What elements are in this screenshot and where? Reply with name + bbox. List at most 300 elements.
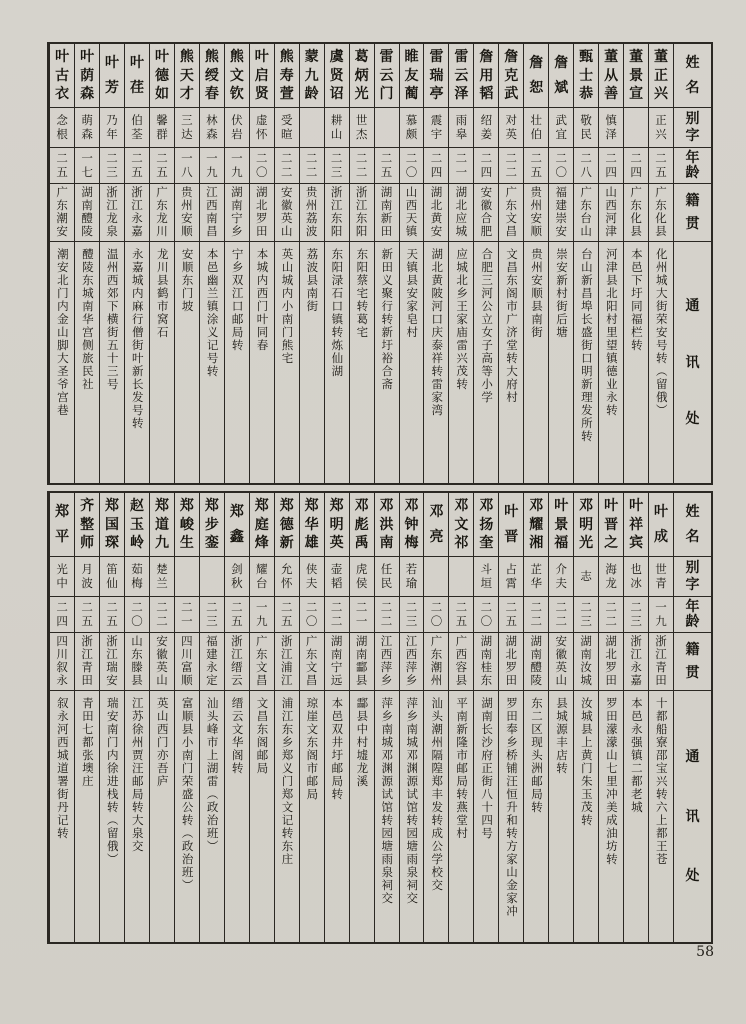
address-text: 崇安新村街后塘	[554, 248, 569, 339]
address-cell	[549, 691, 573, 942]
age-cell: 二 四	[424, 148, 448, 184]
address-text: 龙川县鹤市窝石	[155, 248, 170, 339]
address-text: 汕头峰市上湖雷（政治班）	[205, 697, 220, 853]
age-cell: 二 五	[649, 148, 673, 184]
address-text: 醴陵东城南华宫侧旅民社	[80, 248, 95, 391]
address-cell	[225, 242, 249, 483]
age-cell: 二 〇	[424, 597, 448, 633]
name-cell: 赵 玉 岭	[125, 493, 149, 557]
name-cell: 熊 寿 萱	[275, 44, 299, 108]
age-cell: 二 五	[524, 148, 548, 184]
entry-column	[423, 44, 448, 483]
courtesy-name-cell: 震 宇	[424, 108, 448, 148]
address-cell	[100, 242, 124, 483]
address-text: 琼崖文东阁市邮局	[305, 697, 320, 801]
native-place-cell: 广 东 文 昌	[499, 184, 523, 242]
entry-column	[299, 493, 324, 942]
entry-column	[448, 493, 473, 942]
entry-column	[498, 44, 523, 483]
address-text: 安顺东门坡	[180, 248, 195, 313]
address-cell	[50, 242, 74, 483]
name-cell: 詹 恕	[524, 44, 548, 108]
entry-column	[349, 493, 374, 942]
courtesy-name-cell: 雨 皋	[449, 108, 473, 148]
address-text: 叙永河西城道署街丹记转	[55, 697, 70, 840]
native-place-cell: 浙 江 东 阳	[350, 184, 374, 242]
courtesy-name-cell: 芷 华	[524, 557, 548, 597]
courtesy-name-cell: 茹 梅	[125, 557, 149, 597]
address-cell	[499, 691, 523, 942]
age-cell: 一 八	[175, 148, 199, 184]
address-cell	[175, 691, 199, 942]
courtesy-name-cell: 允 怀	[275, 557, 299, 597]
native-place-cell: 广 东 潮 安	[50, 184, 74, 242]
address-cell	[275, 242, 299, 483]
age-cell: 二 二	[599, 597, 623, 633]
native-place-cell: 湖 南 宁 乡	[225, 184, 249, 242]
native-place-cell: 浙 江 东 阳	[325, 184, 349, 242]
courtesy-name-cell	[300, 108, 324, 148]
native-place-cell: 山 西 河 津	[599, 184, 623, 242]
courtesy-name-cell: 耕 山	[325, 108, 349, 148]
courtesy-name-cell: 敬 民	[574, 108, 598, 148]
address-cell	[524, 242, 548, 483]
age-cell: 二 三	[325, 148, 349, 184]
entry-column	[99, 493, 124, 942]
header-column	[673, 493, 711, 942]
courtesy-name-cell: 月 波	[75, 557, 99, 597]
address-text: 永嘉城内麻行僧街叶新长发号转	[130, 248, 145, 430]
address-cell	[350, 242, 374, 483]
address-text: 本邑永强镇二都老城	[629, 697, 644, 814]
name-cell: 叶 荫 森	[75, 44, 99, 108]
address-text: 青田七都张墺庄	[80, 697, 95, 788]
entry-column	[598, 44, 623, 483]
age-cell: 二 二	[350, 148, 374, 184]
native-place-cell: 广 东 化 县	[624, 184, 648, 242]
native-place-cell: 贵 州 荔 波	[300, 184, 324, 242]
entry-column	[399, 493, 424, 942]
address-cell	[574, 242, 598, 483]
entry-column	[598, 493, 623, 942]
age-cell: 二 二	[499, 148, 523, 184]
age-cell: 二 二	[300, 148, 324, 184]
entry-column	[498, 493, 523, 942]
entry-column	[199, 493, 224, 942]
address-cell	[375, 691, 399, 942]
address-text: 本邑下圩同福栏转	[629, 248, 644, 352]
native-place-cell: 浙 江 永 嘉	[624, 633, 648, 691]
name-cell: 甄 士 恭	[574, 44, 598, 108]
address-text: 平南新隆市邮局转燕堂村	[455, 697, 470, 840]
address-cell	[524, 691, 548, 942]
entry-column	[49, 493, 74, 942]
age-cell: 二 〇	[474, 597, 498, 633]
entry-column	[324, 44, 349, 483]
native-place-cell: 湖 南 醴 陵	[524, 633, 548, 691]
name-cell: 郑 道 九	[150, 493, 174, 557]
name-cell: 熊 绶 春	[200, 44, 224, 108]
address-cell	[125, 242, 149, 483]
entry-column	[473, 44, 498, 483]
header-name: 姓 名	[674, 493, 711, 557]
address-cell	[275, 691, 299, 942]
address-cell	[549, 242, 573, 483]
entry-column	[324, 493, 349, 942]
age-cell: 二 二	[549, 597, 573, 633]
entry-column	[623, 493, 648, 942]
native-place-cell: 浙 江 缙 云	[225, 633, 249, 691]
name-cell: 郑 峻 生	[175, 493, 199, 557]
address-text: 县城源丰店转	[554, 697, 569, 775]
age-cell: 二 四	[50, 597, 74, 633]
name-cell: 叶 晋 之	[599, 493, 623, 557]
age-cell: 二 二	[150, 597, 174, 633]
address-text: 酃县中村墟龙溪	[355, 697, 370, 788]
native-place-cell: 福 建 崇 安	[549, 184, 573, 242]
native-place-cell: 安 徽 英 山	[549, 633, 573, 691]
address-cell	[250, 242, 274, 483]
entry-column	[249, 493, 274, 942]
native-place-cell: 江 西 南 昌	[200, 184, 224, 242]
address-cell	[300, 242, 324, 483]
age-cell: 二 五	[125, 148, 149, 184]
name-cell: 邓 文 祁	[449, 493, 473, 557]
entry-column	[623, 44, 648, 483]
entry-column	[274, 493, 299, 942]
address-cell	[350, 691, 374, 942]
address-text: 十都船寮邵宝兴转六上都王苍	[654, 697, 669, 866]
entry-column	[374, 44, 399, 483]
courtesy-name-cell	[200, 557, 224, 597]
name-cell: 邓 彪 禹	[350, 493, 374, 557]
name-cell: 叶 景 福	[549, 493, 573, 557]
courtesy-name-cell: 虚 怀	[250, 108, 274, 148]
courtesy-name-cell: 念 根	[50, 108, 74, 148]
address-text: 东二区现头洲邮局转	[530, 697, 544, 814]
native-place-cell: 湖 南 宁 远	[325, 633, 349, 691]
courtesy-name-cell: 剑 秋	[225, 557, 249, 597]
native-place-cell: 江 西 萍 乡	[400, 633, 424, 691]
name-cell: 邓 亮	[424, 493, 448, 557]
address-text: 台山新昌埠长盛街口明新理发所转	[579, 248, 594, 443]
age-cell: 二 一	[449, 148, 473, 184]
address-text: 东阳蔡宅转葛宅	[355, 248, 370, 339]
name-cell: 睢 友 蔺	[400, 44, 424, 108]
address-text: 文昌东阁市广济堂转大府村	[505, 248, 520, 404]
age-cell: 二 二	[275, 148, 299, 184]
native-place-cell: 湖 北 黄 安	[424, 184, 448, 242]
entry-column	[174, 44, 199, 483]
age-cell: 二 三	[574, 597, 598, 633]
name-cell: 雷 云 泽	[449, 44, 473, 108]
address-text: 富顺县小南门荣盛公转（政治班）	[180, 697, 195, 892]
age-cell: 二 〇	[300, 597, 324, 633]
courtesy-name-cell: 侠 夫	[300, 557, 324, 597]
header-name: 姓 名	[674, 44, 711, 108]
address-text: 萍乡南城邓渊源试馆转园塘雨泉祠交	[380, 697, 395, 905]
native-place-cell: 广 东 文 昌	[250, 633, 274, 691]
address-text: 贵州安顺县南街	[530, 248, 544, 339]
native-place-cell: 湖 北 应 城	[449, 184, 473, 242]
age-cell: 二 五	[225, 597, 249, 633]
native-place-cell: 浙 江 浦 江	[275, 633, 299, 691]
age-cell: 二 八	[574, 148, 598, 184]
native-place-cell: 湖 南 醴 陵	[75, 184, 99, 242]
address-cell	[100, 691, 124, 942]
name-cell: 詹 用 韬	[474, 44, 498, 108]
courtesy-name-cell	[175, 557, 199, 597]
address-cell	[424, 691, 448, 942]
age-cell: 二 五	[449, 597, 473, 633]
age-cell: 二 五	[275, 597, 299, 633]
native-place-cell: 广 东 台 山	[574, 184, 598, 242]
address-cell	[649, 242, 673, 483]
native-place-cell: 安 徽 英 山	[150, 633, 174, 691]
courtesy-name-cell: 慎 泽	[599, 108, 623, 148]
courtesy-name-cell: 也 冰	[624, 557, 648, 597]
entry-column	[523, 493, 548, 942]
age-cell: 二 五	[75, 597, 99, 633]
name-cell: 邓 扬 奎	[474, 493, 498, 557]
entry-column	[349, 44, 374, 483]
native-place-cell: 湖 南 酃 县	[350, 633, 374, 691]
native-place-cell: 四 川 叙 永	[50, 633, 74, 691]
address-cell	[200, 691, 224, 942]
address-text: 萍乡南城邓渊源试馆转园塘雨泉祠交	[405, 697, 420, 905]
courtesy-name-cell: 虎 侯	[350, 557, 374, 597]
courtesy-name-cell: 世 杰	[350, 108, 374, 148]
entry-column	[74, 44, 99, 483]
courtesy-name-cell	[624, 108, 648, 148]
address-cell	[175, 242, 199, 483]
address-text: 汕头潮州隔隍郑丰发转成公学校交	[430, 697, 445, 892]
age-cell: 二 三	[100, 148, 124, 184]
native-place-cell: 浙 江 瑞 安	[100, 633, 124, 691]
name-cell: 熊 文 钦	[225, 44, 249, 108]
address-cell	[499, 242, 523, 483]
courtesy-name-cell	[424, 557, 448, 597]
address-cell	[599, 242, 623, 483]
entry-column	[423, 493, 448, 942]
address-cell	[325, 691, 349, 942]
courtesy-name-cell: 慕 颇	[400, 108, 424, 148]
entry-column	[399, 44, 424, 483]
native-place-cell: 广 西 容 县	[449, 633, 473, 691]
age-cell: 二 二	[524, 597, 548, 633]
header-age: 年 龄	[674, 597, 711, 633]
name-cell: 邓 耀 湘	[524, 493, 548, 557]
native-place-cell: 湖 北 罗 田	[250, 184, 274, 242]
name-cell: 詹 克 武	[499, 44, 523, 108]
courtesy-name-cell: 对 英	[499, 108, 523, 148]
name-cell: 叶 芳	[100, 44, 124, 108]
entry-column	[573, 493, 598, 942]
native-place-cell: 浙 江 龙 泉	[100, 184, 124, 242]
courtesy-name-cell: 若 瑜	[400, 557, 424, 597]
address-text: 新田义聚行转新圩裕合斋	[380, 248, 395, 391]
address-text: 罗田奉乡桥铺汪恒升和转方家山金家冲	[505, 697, 520, 918]
courtesy-name-cell: 楚 兰	[150, 557, 174, 597]
name-cell: 葛 炳 光	[350, 44, 374, 108]
age-cell: 一 九	[200, 148, 224, 184]
header-address: 通 讯 处	[685, 297, 700, 428]
courtesy-name-cell: 斗 垣	[474, 557, 498, 597]
directory-table-top	[47, 42, 713, 485]
name-cell: 叶 启 贤	[250, 44, 274, 108]
age-cell: 二 一	[175, 597, 199, 633]
address-cell	[474, 691, 498, 942]
native-place-cell: 江 西 萍 乡	[375, 633, 399, 691]
name-cell: 邓 明 光	[574, 493, 598, 557]
address-cell	[225, 691, 249, 942]
entry-column	[124, 493, 149, 942]
address-cell	[474, 242, 498, 483]
courtesy-name-cell: 介 夫	[549, 557, 573, 597]
entry-column	[49, 44, 74, 483]
courtesy-name-cell: 世 青	[649, 557, 673, 597]
age-cell: 二 〇	[250, 148, 274, 184]
native-place-cell: 安 徽 英 山	[275, 184, 299, 242]
address-cell	[624, 691, 648, 942]
entry-column	[523, 44, 548, 483]
native-place-cell: 广 东 龙 川	[150, 184, 174, 242]
native-place-cell: 福 建 永 定	[200, 633, 224, 691]
courtesy-name-cell: 伯 荃	[125, 108, 149, 148]
entry-column	[249, 44, 274, 483]
native-place-cell: 湖 南 新 田	[375, 184, 399, 242]
name-cell: 叶 祥 宾	[624, 493, 648, 557]
courtesy-name-cell: 壶 韬	[325, 557, 349, 597]
age-cell: 二 二	[325, 597, 349, 633]
address-cell	[375, 242, 399, 483]
age-cell: 二 四	[624, 148, 648, 184]
address-text: 文昌东阁邮局	[255, 697, 270, 775]
name-cell: 熊 天 才	[175, 44, 199, 108]
courtesy-name-cell: 绍 姜	[474, 108, 498, 148]
address-cell	[599, 691, 623, 942]
courtesy-name-cell: 萌 森	[75, 108, 99, 148]
address-cell	[75, 691, 99, 942]
age-cell: 一 九	[225, 148, 249, 184]
native-place-cell: 贵 州 安 顺	[175, 184, 199, 242]
age-cell: 一 七	[75, 148, 99, 184]
header-courtesy: 别 字	[674, 108, 711, 148]
address-text: 河津县北阳村里望镇德业永转	[604, 248, 619, 417]
entry-column	[573, 44, 598, 483]
name-cell: 虞 贤 诏	[325, 44, 349, 108]
native-place-cell: 湖 南 桂 东	[474, 633, 498, 691]
entry-column	[473, 493, 498, 942]
address-text: 英山西门亦吾庐	[155, 697, 170, 788]
address-cell	[300, 691, 324, 942]
native-place-cell: 广 东 潮 州	[424, 633, 448, 691]
address-cell	[449, 691, 473, 942]
entry-column	[548, 44, 573, 483]
entry-column	[299, 44, 324, 483]
courtesy-name-cell	[375, 108, 399, 148]
address-text: 湖北黄陂河口庆泰祥转雷家湾	[430, 248, 445, 417]
entry-column	[224, 493, 249, 942]
name-cell: 董 正 兴	[649, 44, 673, 108]
header-origin: 籍 贯	[674, 633, 711, 691]
name-cell: 叶 晋	[499, 493, 523, 557]
name-cell: 郑 庭 烽	[250, 493, 274, 557]
name-cell: 齐 整 师	[75, 493, 99, 557]
entry-column	[374, 493, 399, 942]
name-cell: 叶 成	[649, 493, 673, 557]
address-cell	[250, 691, 274, 942]
age-cell: 二 三	[624, 597, 648, 633]
name-cell: 郑 鑫	[225, 493, 249, 557]
address-cell	[50, 691, 74, 942]
entry-column	[548, 493, 573, 942]
address-text: 瑞安南门内徐进栈转（留俄）	[105, 697, 120, 866]
native-place-cell: 山 东 滕 县	[125, 633, 149, 691]
header-address: 通 讯 处	[685, 749, 700, 884]
age-cell: 二 五	[150, 148, 174, 184]
courtesy-name-cell: 正 兴	[649, 108, 673, 148]
entry-column	[199, 44, 224, 483]
age-cell: 二 四	[474, 148, 498, 184]
name-cell: 董 景 宣	[624, 44, 648, 108]
name-cell: 董 从 善	[599, 44, 623, 108]
courtesy-name-cell: 任 民	[375, 557, 399, 597]
courtesy-name-cell: 乃 年	[100, 108, 124, 148]
native-place-cell: 安 徽 合 肥	[474, 184, 498, 242]
native-place-cell: 贵 州 安 顺	[524, 184, 548, 242]
age-cell: 一 九	[649, 597, 673, 633]
address-text: 罗田濛濛山七里冲美成油坊转	[604, 697, 619, 866]
entry-column	[174, 493, 199, 942]
age-cell: 二 〇	[549, 148, 573, 184]
address-cell	[150, 242, 174, 483]
name-cell: 郑 步 銮	[200, 493, 224, 557]
name-cell: 邓 钟 梅	[400, 493, 424, 557]
native-place-cell: 湖 南 汝 城	[574, 633, 598, 691]
courtesy-name-cell: 海 龙	[599, 557, 623, 597]
address-cell	[424, 242, 448, 483]
address-cell	[400, 242, 424, 483]
age-cell: 二 三	[400, 597, 424, 633]
age-cell: 二 〇	[400, 148, 424, 184]
address-text: 荔波县南街	[305, 248, 320, 313]
address-text: 潮安北门内金山脚大圣爷宫巷	[55, 248, 70, 417]
address-cell	[325, 242, 349, 483]
address-cell	[200, 242, 224, 483]
address-text: 东阳渌石口镇转炼仙湖	[330, 248, 345, 378]
age-cell: 二 一	[350, 597, 374, 633]
native-place-cell: 浙 江 永 嘉	[125, 184, 149, 242]
name-cell: 郑 华 雄	[300, 493, 324, 557]
name-cell: 郑 国 琛	[100, 493, 124, 557]
address-text: 合肥三河公立女子高等小学	[480, 248, 495, 404]
address-cell	[649, 691, 673, 942]
entry-column	[648, 44, 673, 483]
address-text: 汝城县上黄门朱玉茂转	[579, 697, 594, 827]
native-place-cell: 广 东 文 昌	[300, 633, 324, 691]
age-cell: 二 〇	[125, 597, 149, 633]
age-cell: 二 四	[599, 148, 623, 184]
native-place-cell: 湖 北 罗 田	[599, 633, 623, 691]
name-cell: 叶 古 衣	[50, 44, 74, 108]
header-age: 年 龄	[674, 148, 711, 184]
entry-column	[124, 44, 149, 483]
name-cell: 叶 德 如	[150, 44, 174, 108]
entry-column	[149, 493, 174, 942]
courtesy-name-cell: 占 霄	[499, 557, 523, 597]
age-cell: 二 五	[375, 148, 399, 184]
